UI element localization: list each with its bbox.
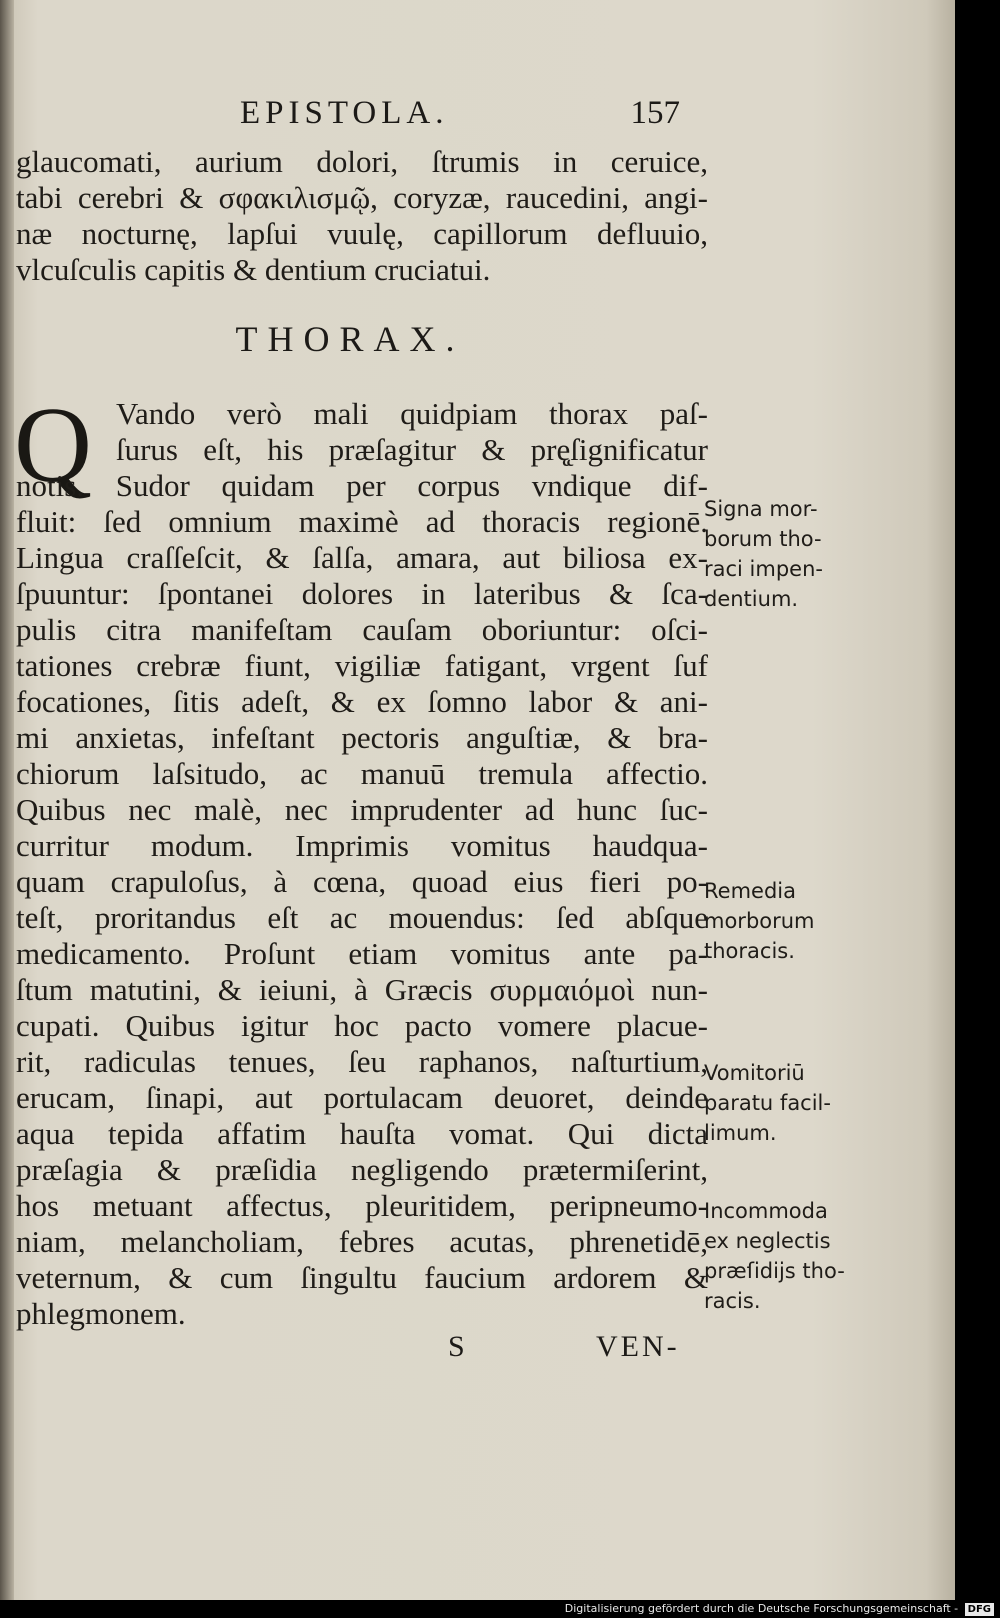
main-paragraph: [14, 386, 708, 1332]
text-line: focationes, ſitis adeſt, & ex ſomno labor & ani-: [16, 684, 708, 719]
digitization-footer: [565, 1600, 994, 1618]
page-header: [240, 95, 680, 135]
margin-note-vomitorium: [704, 1058, 864, 1148]
text-line: Lingua craſſeſcit, & ſalſa, amara, aut biliosa ex-: [16, 540, 708, 575]
text-line: ſurus eſt, his præſagitur & prę̨ſignificatur: [116, 432, 708, 467]
text-line: cupati. Quibus igitur hoc pacto vomere placue-: [16, 1008, 708, 1043]
margin-note-line: racis.: [704, 1289, 761, 1313]
text-line: ſpuuntur: ſpontanei dolores in lateribus & ſca-: [16, 576, 708, 611]
margin-note-line: morborum: [704, 909, 815, 933]
margin-note-line: ex neglectis: [704, 1229, 831, 1253]
margin-note-line: paratu facil-: [704, 1091, 831, 1115]
margin-note-incommoda: [704, 1196, 864, 1316]
margin-note-line: dentium.: [704, 587, 799, 611]
margin-note-line: borum tho-: [704, 527, 822, 551]
text-line: Quibus nec malè, nec imprudenter ad hunc ſuc-: [16, 792, 708, 827]
text-line: rit, radiculas tenues, ſeu raphanos, naſturtium,: [16, 1044, 708, 1079]
top-paragraph: [16, 144, 708, 288]
margin-note-line: præſidijs tho-: [704, 1259, 845, 1283]
signature-mark: S: [448, 1330, 465, 1363]
margin-note-line: thoracis.: [704, 939, 795, 963]
page-number: 157: [630, 95, 680, 131]
text-line: erucam, ſinapi, aut portulacam deuoret, deinde: [16, 1080, 708, 1115]
text-line: næ nocturnę, lapſui vuulę, capillorum defluuio,: [16, 216, 708, 251]
text-line: quam crapuloſus, à cœna, quoad eius fieri po-: [16, 864, 708, 899]
catchword: VEN-: [596, 1330, 680, 1363]
text-line: mi anxietas, infeſtant pectoris anguſtiæ, & bra-: [16, 720, 708, 755]
margin-note-signa: [704, 494, 864, 614]
section-heading: THORAX.: [235, 319, 465, 359]
margin-note-remedia: [704, 876, 864, 966]
text-line: niam, melancholiam, febres acutas, phrenetidē,: [16, 1224, 708, 1259]
running-title: EPISTOLA.: [240, 95, 449, 131]
text-line: aqua tepida affatim hauſta vomat. Qui dicta: [16, 1116, 708, 1151]
text-line: Vando verò mali quidpiam thorax paſ-: [116, 396, 708, 431]
text-line: hos metuant affectus, pleuritidem, peripneumo-: [16, 1188, 708, 1223]
text-line: tabi cerebri & σφακιλισμῷ, coryzæ, raucedini, angi-: [16, 180, 708, 215]
text-line: veternum, & cum ſingultu faucium ardorem &: [16, 1260, 708, 1295]
text-line: notis. Sudor quidam per corpus vndique dif-: [16, 468, 708, 503]
text-line: chiorum laſsitudo, ac manuū tremula affectio.: [16, 756, 708, 791]
text-line: phlegmonem.: [16, 1296, 186, 1331]
text-line: pulis citra manifeſtam cauſam oboriuntur: oſci-: [16, 612, 708, 647]
text-line: medicamento. Proſunt etiam vomitus ante pa-: [16, 936, 708, 971]
text-line: teſt, proritandus eſt ac mouendus: ſed abſque: [16, 900, 708, 935]
text-line: curritur modum. Imprimis vomitus haudqua-: [16, 828, 708, 863]
text-line: præſagia & præſidia negligendo prætermiſerint,: [16, 1152, 708, 1187]
footer-credit: Digitalisierung gefördert durch die Deutsche Forschungsgemeinschaft -: [564, 1602, 959, 1615]
margin-note-line: Signa mor-: [704, 497, 818, 521]
drop-cap: Q: [14, 386, 92, 505]
margin-note-line: Incommoda: [704, 1199, 828, 1223]
margin-note-line: Remedia: [704, 879, 796, 903]
text-line: vlcuſculis capitis & dentium cruciatui.: [16, 252, 491, 287]
text-line: tationes crebræ fiunt, vigiliæ fatigant, vrgent ſuf: [16, 648, 708, 683]
margin-note-line: raci impen-: [704, 557, 823, 581]
dfg-logo: DFG: [965, 1603, 994, 1616]
margin-note-line: limum.: [704, 1121, 777, 1145]
text-line: ſtum matutini, & ieiuni, à Græcis συρμαιόμοὶ nun-: [16, 972, 708, 1007]
text-line: glaucomati, aurium dolori, ſtrumis in ceruice,: [16, 144, 708, 179]
margin-note-line: Vomitoriū: [704, 1061, 805, 1085]
text-line: fluit: ſed omnium maximè ad thoracis regionē.: [16, 504, 708, 539]
binding-gutter: [0, 0, 14, 1600]
